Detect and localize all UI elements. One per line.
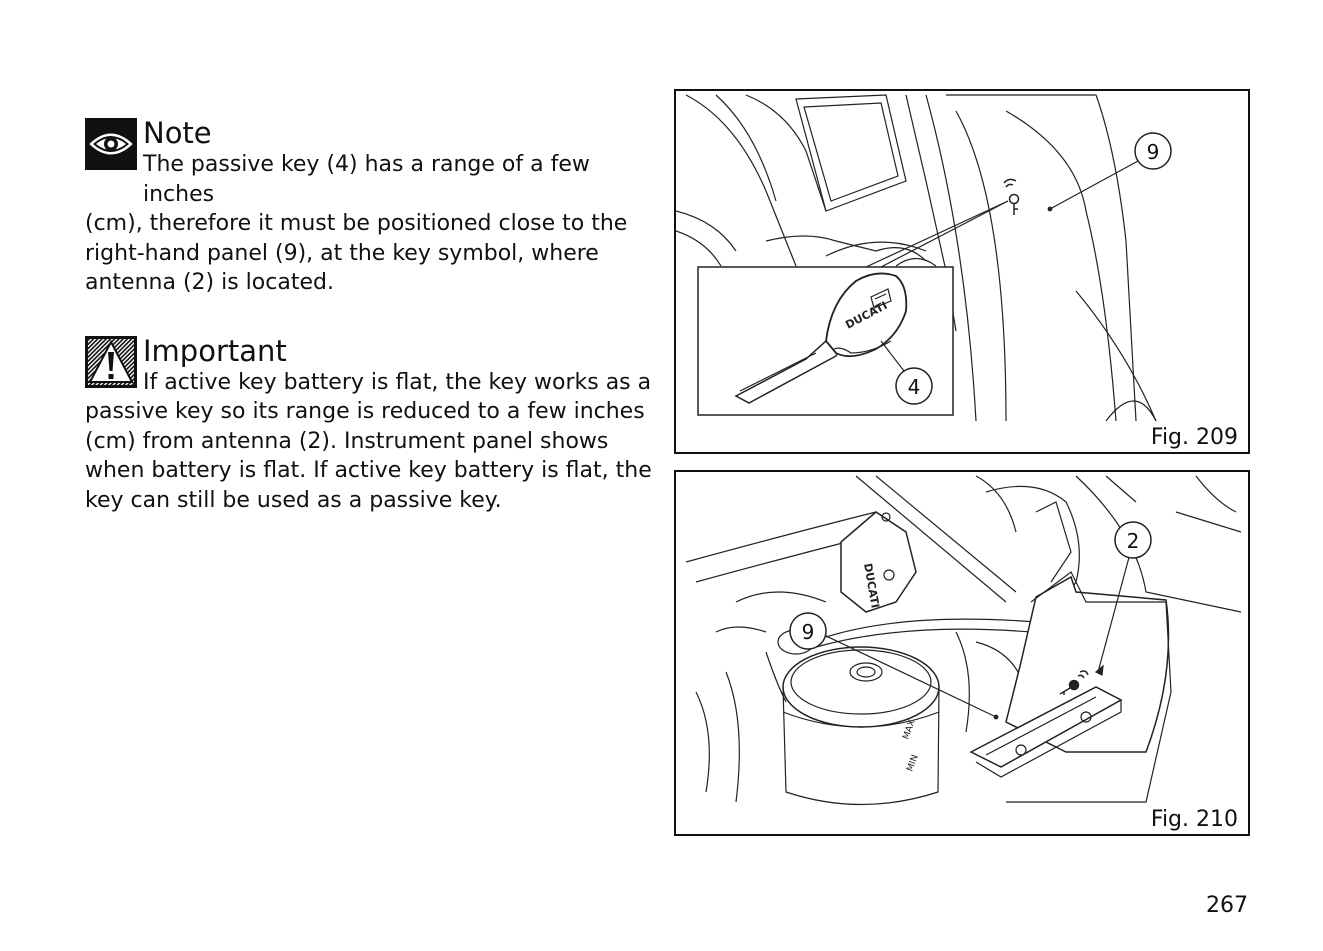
important-first-line: If active key battery is flat, the key works as a <box>143 369 652 395</box>
leader-line-9 <box>1050 161 1138 209</box>
figure-209-label: Fig. 209 <box>1150 425 1238 450</box>
warning-icon <box>85 336 137 388</box>
important-heading: Important <box>143 333 287 368</box>
callout-label-2: 2 <box>1126 529 1140 553</box>
important-callout <box>85 333 660 516</box>
figure-210-label: Fig. 210 <box>1150 807 1238 832</box>
figure-209-illustration <box>676 91 1248 452</box>
reservoir-max-mark: MAX <box>901 718 918 742</box>
key-symbol-icon <box>1004 179 1019 215</box>
reservoir-min-mark: MIN <box>905 753 921 774</box>
callout-label-9: 9 <box>1146 140 1160 164</box>
fluid-reservoir-drawing <box>766 630 939 805</box>
important-body: passive key so its range is reduced to a few inches (cm) from antenna (2). Instrument panel shows when battery is flat. If active key battery is flat, the key can still be used as a passive key. <box>85 399 652 513</box>
figure-209 <box>674 89 1250 454</box>
figure-210-illustration <box>676 472 1248 834</box>
note-heading: Note <box>143 116 212 150</box>
text-column <box>85 118 660 515</box>
note-body: (cm), therefore it must be positioned close to the right-hand panel (9), at the key symbol, where antenna (2) is located. <box>85 211 628 295</box>
page-number: 267 <box>1206 893 1248 918</box>
key-fob-drawing <box>841 512 916 612</box>
eye-icon <box>85 118 137 170</box>
figure-210 <box>674 470 1250 836</box>
callout-label-9: 9 <box>801 620 815 644</box>
note-first-line: The passive key (4) has a range of a few inches <box>143 152 590 207</box>
callout-label-4: 4 <box>907 375 921 399</box>
key-fob-brand-text: DUCATI <box>861 562 882 610</box>
note-callout <box>85 118 660 298</box>
key-brand-text: DUCATI <box>843 298 890 332</box>
